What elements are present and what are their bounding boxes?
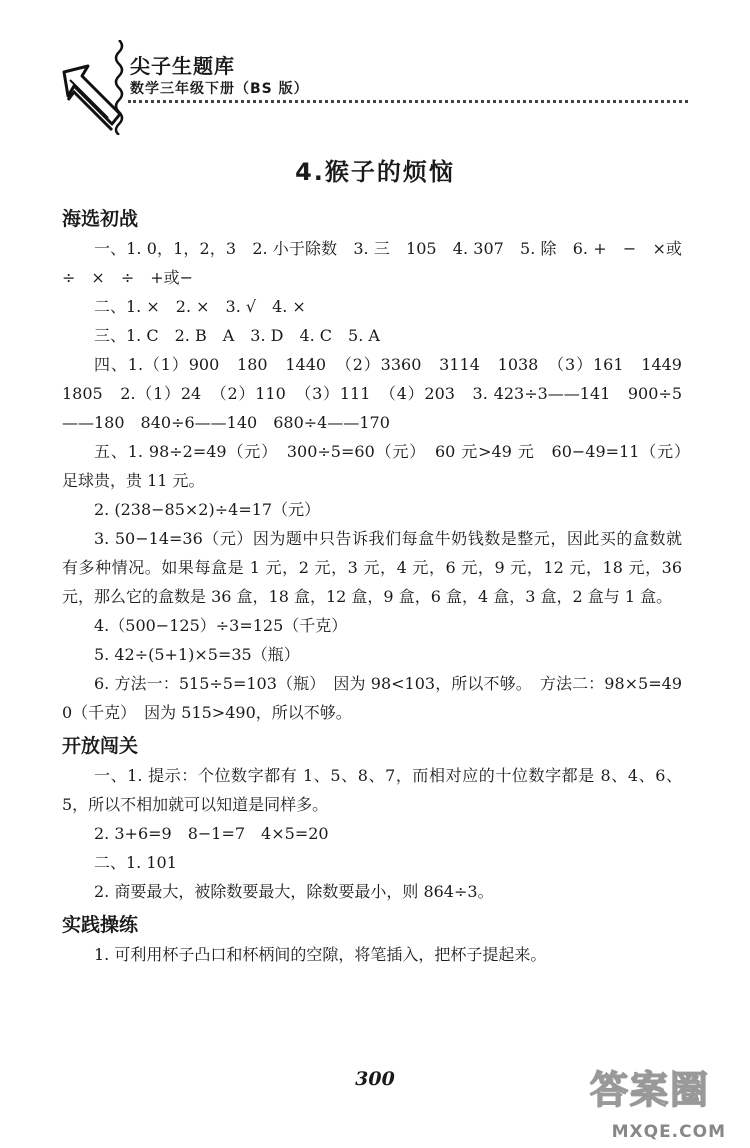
wavy-divider — [112, 40, 126, 135]
header-dotted-rule — [128, 100, 688, 103]
page-number: 300 — [355, 1068, 395, 1090]
answer-paragraph: 4.（500−125）÷3=125（千克） — [94, 616, 348, 635]
answer-paragraph: 2. 商要最大，被除数要最大，除数要最小，则 864÷3。 — [94, 882, 494, 901]
answer-paragraph: 2. 3+6=9 8−1=7 4×5=20 — [94, 824, 329, 843]
page-header — [0, 0, 750, 130]
answer-paragraph: 3. 50−14=36（元）因为题中只告诉我们每盒牛奶钱数是整元，因此买的盒数就有多种情况。如果每盒是 1 元，2 元，3 元，4 元，6 元，9 元，12 元，18 元，36 元，那么它的盒数是 36 盒，18 盒，12 盒，9 盒，6 盒，4 盒，3 盒，2 盒与 1 盒。 — [62, 529, 682, 606]
answer-paragraph: 1. 可利用杯子凸口和杯柄间的空隙，将笔插入，把杯子提起来。 — [94, 945, 547, 964]
answer-paragraph: 一、1. 提示：个位数字都有 1、5、8、7，而相对应的十位数字都是 8、4、6、5，所以不相加就可以知道是同样多。 — [62, 766, 682, 814]
answer-paragraph: 五、1. 98÷2=49（元） 300÷5=60（元） 60 元>49 元 60−49=11（元） 足球贵，贵 11 元。 — [62, 442, 699, 490]
answer-content — [62, 200, 699, 969]
answer-paragraph: 二、1. 101 — [94, 853, 177, 872]
answer-paragraph: 2. (238−85×2)÷4=17（元） — [94, 500, 321, 519]
section-heading: 开放闯关 — [62, 735, 139, 757]
answer-paragraph: 一、1. 0，1，2，3 2. 小于除数 3. 三 105 4. 307 5. 除 6. + − ×或÷ × ÷ +或− — [62, 239, 682, 287]
answer-paragraph: 二、1. × 2. × 3. √ 4. × — [94, 297, 306, 316]
answer-paragraph: 三、1. C 2. B A 3. D 4. C 5. A — [94, 326, 380, 345]
page-title: 4.猴子的烦恼 — [295, 158, 455, 186]
book-subtitle: 数学三年级下册（BS 版） — [130, 81, 309, 97]
watermark-logo-text: 答案圈 — [589, 1068, 710, 1112]
answer-paragraph: 6. 方法一：515÷5=103（瓶） 因为 98<103，所以不够。 方法二：98×5=490（千克） 因为 515>490，所以不够。 — [62, 674, 682, 722]
answer-paragraph: 四、1.（1）900 180 1440 （2）3360 3114 1038 （3）161 1449 1805 2.（1）24 （2）110 （3）111 （4）203 3. 423÷3——141 900÷5——180 840÷6——140 680÷4——170 — [62, 355, 699, 432]
watermark-url: MXQE.COM — [611, 1122, 726, 1142]
answer-paragraph: 5. 42÷(5+1)×5=35（瓶） — [94, 645, 300, 664]
section-heading: 实践操练 — [62, 914, 139, 936]
book-title: 尖子生题库 — [130, 54, 235, 78]
section-heading: 海选初战 — [62, 208, 139, 230]
